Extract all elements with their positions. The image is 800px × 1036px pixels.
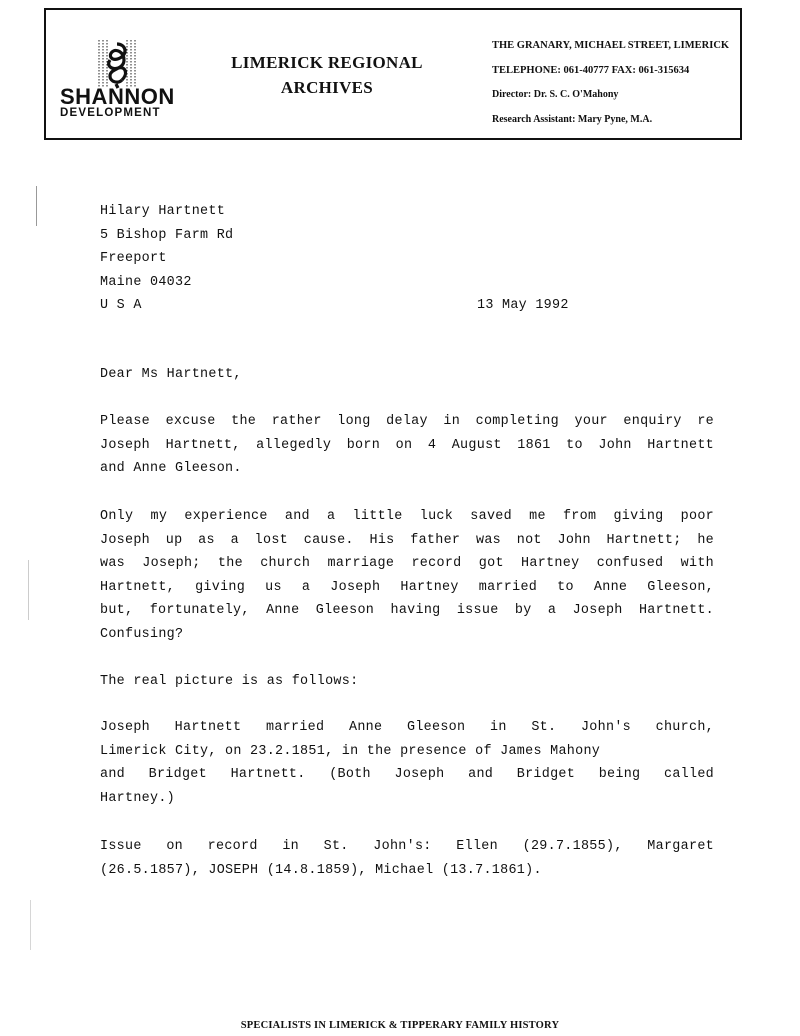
director-line: Director: Dr. S. C. O'Mahony	[492, 89, 619, 100]
paragraph-line: Joseph Hartnett, allegedly born on 4 August 1861 to John Hartnett	[100, 437, 714, 453]
title-line-1: LIMERICK REGIONAL	[231, 53, 423, 72]
recipient-line: 5 Bishop Farm Rd	[100, 227, 234, 243]
letter-date: 13 May 1992	[477, 298, 569, 313]
title-line-2: ARCHIVES	[280, 78, 374, 97]
contact-block	[492, 34, 729, 132]
paragraph-line: Only my experience and a little luck saved me from giving poor	[100, 509, 714, 524]
paragraph-5	[100, 835, 714, 882]
paragraph-line: and Anne Gleeson.	[100, 461, 242, 476]
letterhead-title	[218, 50, 436, 100]
logo-name: SHANNON	[60, 84, 175, 109]
salutation: Dear Ms Hartnett,	[100, 367, 242, 382]
scan-mark	[36, 186, 37, 226]
recipient-line: U S A	[100, 298, 142, 313]
logo-subtitle: DEVELOPMENT	[60, 107, 161, 119]
paragraph-line: (26.5.1857), JOSEPH (14.8.1859), Michael (13.7.1861).	[100, 862, 542, 878]
paragraph-line: Hartney.)	[100, 790, 176, 806]
paragraph-line: Joseph up as a lost cause. His father was not John Hartnett; he	[100, 532, 714, 548]
scan-mark	[28, 560, 29, 620]
footer-tagline: SPECIALISTS IN LIMERICK & TIPPERARY FAMILY HISTORY	[240, 1020, 560, 1031]
recipient-line: Freeport	[100, 251, 167, 266]
address-line: THE GRANARY, MICHAEL STREET, LIMERICK	[492, 40, 730, 51]
paragraph-line: Joseph Hartnett married Anne Gleeson in St. John's church,	[100, 720, 714, 735]
recipient-line: Hilary Hartnett	[100, 204, 226, 219]
recipient-address	[100, 200, 720, 318]
letterhead	[44, 8, 742, 140]
paragraph-3	[100, 670, 714, 694]
paragraph-line: Hartnett, giving us a Joseph Hartney married to Anne Gleeson,	[100, 579, 714, 595]
paragraph-line: and Bridget Hartnett. (Both Joseph and Bridget being called	[100, 767, 714, 782]
telephone-line: TELEPHONE: 061-40777 FAX: 061-315634	[492, 64, 690, 76]
paragraph-line: but, fortunately, Anne Gleeson having issue by a Joseph Hartnett.	[100, 603, 714, 618]
paragraph-4	[100, 716, 714, 810]
paragraph-1	[100, 410, 714, 481]
scan-mark	[30, 900, 31, 950]
research-assistant-line: Research Assistant: Mary Pyne, M.A.	[492, 113, 653, 125]
paragraph-line: Confusing?	[100, 626, 184, 642]
paragraph-line: Issue on record in St. John's: Ellen (29.7.1855), Margaret	[100, 839, 714, 854]
paragraph-line: was Joseph; the church marriage record got Hartney confused with	[100, 556, 714, 571]
recipient-line: Maine 04032	[100, 274, 192, 290]
paragraph-2	[100, 505, 714, 646]
shannon-logo-icon	[96, 38, 138, 90]
paragraph-line: The real picture is as follows:	[100, 674, 359, 689]
paragraph-line: Please excuse the rather long delay in completing your enquiry re	[100, 414, 714, 429]
paragraph-line: Limerick City, on 23.2.1851, in the presence of James Mahony	[100, 743, 601, 759]
